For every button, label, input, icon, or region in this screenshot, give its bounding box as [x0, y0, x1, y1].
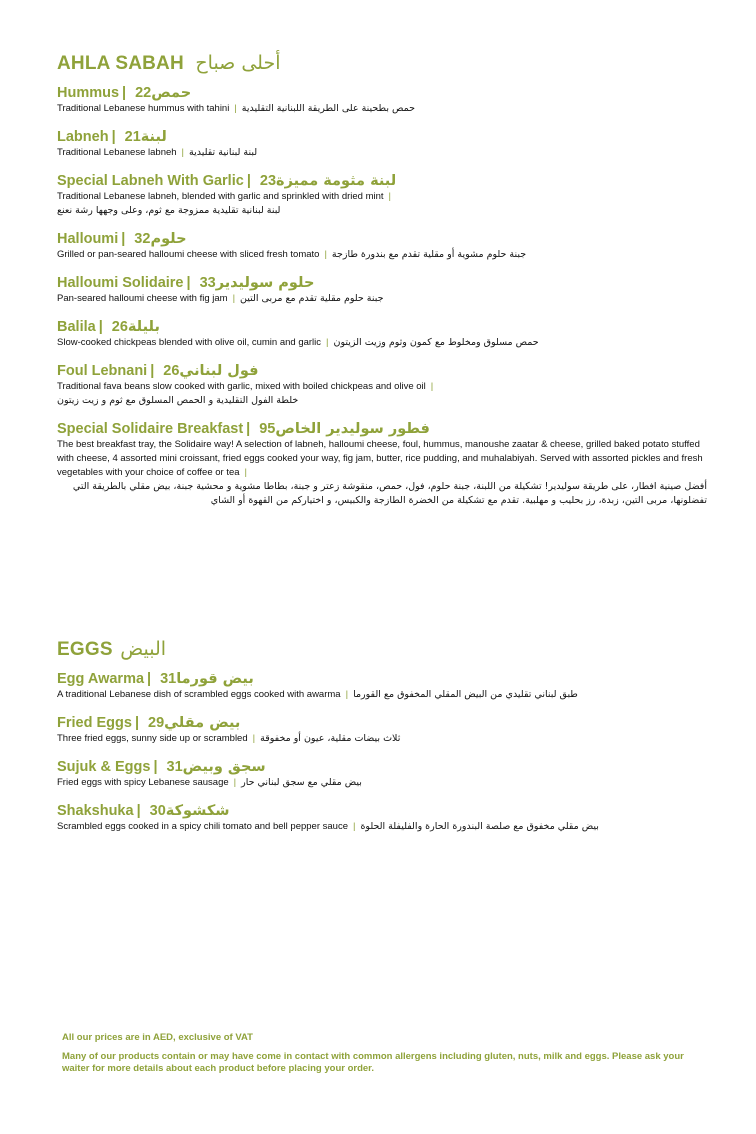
item-desc-en: Fried eggs with spicy Lebanese sausage [57, 777, 229, 788]
item-desc-en: Three fried eggs, sunny side up or scrambled [57, 733, 248, 744]
menu-item: Foul Lebnani | فول لبناني26 Traditional fava beans slow cooked with garlic, mixed with boiled chickpeas and olive oil | خلطة الفول التقليدية و الحمص المسلوق مع ثوم و زيت زيتون [57, 363, 434, 406]
item-name-ar: بليلة [127, 319, 160, 335]
menu-item: Egg Awarma | بيض قورما31 A traditional Lebanese dish of scrambled eggs cooked with awarma | طبق لبناني تقليدي من البيض المقلي المخفوق مع القورما [57, 671, 578, 700]
item-desc-en: Grilled or pan-seared halloumi cheese with sliced fresh tomato [57, 249, 320, 260]
item-name-en: Sujuk & Eggs [57, 759, 151, 775]
item-name-en: Foul Lebnani [57, 363, 148, 379]
section-title-en: AHLA SABAH [57, 53, 184, 74]
item-name-ar: لبنة مثومة مميزة [276, 173, 397, 189]
menu-item: Fried Eggs | بيض مقلي29 Three fried eggs, sunny side up or scrambled | ثلاث بيضات مقلية، عيون أو مخفوقة [57, 715, 401, 744]
item-name-en: Hummus [57, 85, 120, 101]
item-desc-en: The best breakfast tray, the Solidaire way! A selection of labneh, halloumi cheese, foul, hummus, manoushe zaatar & cheese, grilled baked potato stuffed with cheese, 4 assorted mini croissant, fried eggs cooked your way, fig jam, butter, rice pudding, and muhalabiyah. Served with assorted pickles and fresh vegetables with your choice of coffee or tea [57, 439, 703, 478]
item-price: 32 [134, 231, 151, 247]
item-price: 33 [199, 275, 216, 291]
section-title-eggs [57, 638, 707, 661]
item-desc-ar: بيض مقلي مع سجق لبناني حار [241, 777, 362, 788]
item-name-ar: لبنة [140, 129, 167, 145]
item-name-ar: حلوم سوليدير [215, 275, 315, 291]
item-desc-en: Scrambled eggs cooked in a spicy chili tomato and bell pepper sauce [57, 821, 348, 832]
separator: | [122, 85, 127, 101]
item-price: 21 [124, 129, 141, 145]
menu-item: Labneh | لبنة21 Traditional Lebanese labneh | لبنة لبنانية تقليدية [57, 129, 258, 158]
item-name-en: Egg Awarma [57, 671, 145, 687]
footer [62, 1032, 707, 1082]
item-name-ar: بيض مقلي [164, 715, 241, 731]
menu-item: Halloumi Solidaire | حلوم سوليدير33 Pan-seared halloumi cheese with fig jam | جبنة حلوم مقلية تقدم مع مربى التين [57, 275, 384, 304]
item-name-ar: بيض قورما [176, 671, 254, 687]
item-desc-ar: طبق لبناني تقليدي من البيض المقلي المخفوق مع القورما [353, 689, 578, 700]
item-desc-en: Traditional Lebanese labneh [57, 147, 177, 158]
item-desc-ar: خلطة الفول التقليدية و الحمص المسلوق مع ثوم و زيت زيتون [57, 395, 299, 406]
menu-item-list [57, 84, 707, 508]
item-desc-en: Pan-seared halloumi cheese with fig jam [57, 293, 228, 304]
item-desc-ar: جبنة حلوم مشوية أو مقلية تقدم مع بندورة طازجة [331, 249, 527, 260]
menu-item: Balila | بليلة26 Slow-cooked chickpeas blended with olive oil, cumin and garlic | حمص مسلوق ومخلوط مع كمون وثوم وزيت الزيتون [57, 319, 539, 348]
menu-item: Sujuk & Eggs | سجق وبيض31 Fried eggs with spicy Lebanese sausage | بيض مقلي مع سجق لبناني حار [57, 759, 362, 788]
menu-item: Special Solidaire Breakfast | فطور سوليدير الخاص95 The best breakfast tray, the Solidaire way! A selection of labneh, halloumi cheese, foul, hummus, manoushe zaatar & cheese, grilled baked potato stuffed with cheese, 4 assorted mini croissant, fried eggs cooked your way, fig jam, butter, rice pudding, and muhalabiyah. Served with assorted pickles and fresh vegetables with your choice of coffee or tea | أفضل صينية افطار، على طريقة سوليدير! تشكيلة من اللبنة، جبنة حلوم، فول، حمص، منقوشة زعتر و جبنة، بطاطا مشوية و محشية جبنة، بيض مقلي بالطريقة التي تفضلونها، مربى التين، زبدة، رز بحليب و مهلبية. تقدم مع تشكيلة من الخضرة الطازجة والكبيس، و اختياركم من القهوة أو الشاي [57, 421, 707, 506]
item-desc-ar: أفضل صينية افطار، على طريقة سوليدير! تشكيلة من اللبنة، جبنة حلوم، فول، حمص، منقوشة زعتر و جبنة، بطاطا مشوية و محشية جبنة، بيض مقلي بالطريقة التي تفضلونها، مربى التين، زبدة، رز بحليب و مهلبية. تقدم مع تشكيلة من الخضرة الطازجة والكبيس، و اختياركم من القهوة أو الشاي [72, 481, 707, 506]
section-title-ar: أحلى صباح [195, 52, 281, 74]
item-name-ar: فول لبناني [179, 363, 259, 379]
section-title-en: EGGS [57, 639, 113, 660]
item-name-en: Halloumi Solidaire [57, 275, 184, 291]
item-name-en: Balila [57, 319, 96, 335]
item-name-ar: شكشوكة [165, 803, 230, 819]
item-name-en: Shakshuka [57, 803, 134, 819]
item-price: 26 [111, 319, 128, 335]
item-desc-ar: لبنة لبنانية تقليدية [189, 147, 258, 158]
item-price: 95 [259, 421, 276, 437]
item-desc-en: Traditional Lebanese hummus with tahini [57, 103, 230, 114]
item-name-en: Special Solidaire Breakfast [57, 421, 244, 437]
allergen-note: Many of our products contain or may have come in contact with common allergens including gluten, nuts, milk and eggs. Please ask your waiter for more details about each product before placing your order. [62, 1051, 684, 1074]
item-desc-en: A traditional Lebanese dish of scrambled eggs cooked with awarma [57, 689, 341, 700]
eggs-section [57, 638, 707, 846]
item-name-ar: حمص [151, 85, 192, 101]
item-desc-ar: لبنة لبنانية تقليدية ممزوجة مع ثوم، وعلى وجهها رشة نعنع [57, 205, 281, 216]
breakfast-section [57, 52, 707, 520]
item-desc-ar: جبنة حلوم مقلية تقدم مع مربى التين [240, 293, 384, 304]
menu-item: Shakshuka | شكشوكة30 Scrambled eggs cooked in a spicy chili tomato and bell pepper sauce | بيض مقلي مخفوق مع صلصة البندورة الحارة والفليفلة الحلوة [57, 803, 599, 832]
item-desc-en: Slow-cooked chickpeas blended with olive oil, cumin and garlic [57, 337, 322, 348]
item-desc-ar: بيض مقلي مخفوق مع صلصة البندورة الحارة والفليفلة الحلوة [360, 821, 599, 832]
menu-item: Hummus | حمص22 Traditional Lebanese hummus with tahini | حمص بطحينة على الطريقة اللبنانية التقليدية [57, 85, 415, 114]
item-desc-ar: حمص مسلوق ومخلوط مع كمون وثوم وزيت الزيتون [333, 337, 539, 348]
item-name-en: Labneh [57, 129, 109, 145]
section-title-ar: البيض [120, 638, 167, 660]
item-name-en: Fried Eggs [57, 715, 132, 731]
item-name-ar: فطور سوليدير الخاص [275, 421, 430, 437]
item-price: 31 [160, 671, 177, 687]
item-price: 31 [166, 759, 183, 775]
item-price: 30 [149, 803, 166, 819]
item-desc-en: Traditional Lebanese labneh, blended with garlic and sprinkled with dried mint [57, 191, 384, 202]
item-price: 29 [148, 715, 165, 731]
item-desc-en: Traditional fava beans slow cooked with garlic, mixed with boiled chickpeas and olive oil [57, 381, 426, 392]
item-name-ar: سجق وبيض [182, 759, 266, 775]
item-price: 26 [163, 363, 180, 379]
item-name-en: Special Labneh With Garlic [57, 173, 244, 189]
menu-item: Special Labneh With Garlic | لبنة مثومة مميزة23 Traditional Lebanese labneh, blended with garlic and sprinkled with dried mint | لبنة لبنانية تقليدية ممزوجة مع ثوم، وعلى وجهها رشة نعنع [57, 173, 397, 216]
item-name-ar: حلوم [150, 231, 187, 247]
item-desc-ar: حمص بطحينة على الطريقة اللبنانية التقليدية [241, 103, 415, 114]
item-price: 23 [259, 173, 277, 189]
menu-item-list [57, 670, 707, 834]
prices-note: All our prices are in AED, exclusive of VAT [62, 1032, 253, 1043]
item-desc-ar: ثلاث بيضات مقلية، عيون أو مخفوقة [260, 733, 401, 744]
item-name-en: Halloumi [57, 231, 119, 247]
menu-item: Halloumi | حلوم32 Grilled or pan-seared halloumi cheese with sliced fresh tomato | جبنة حلوم مشوية أو مقلية تقدم مع بندورة طازجة [57, 231, 527, 260]
section-title-breakfast [57, 52, 707, 75]
item-price: 22 [135, 85, 152, 101]
